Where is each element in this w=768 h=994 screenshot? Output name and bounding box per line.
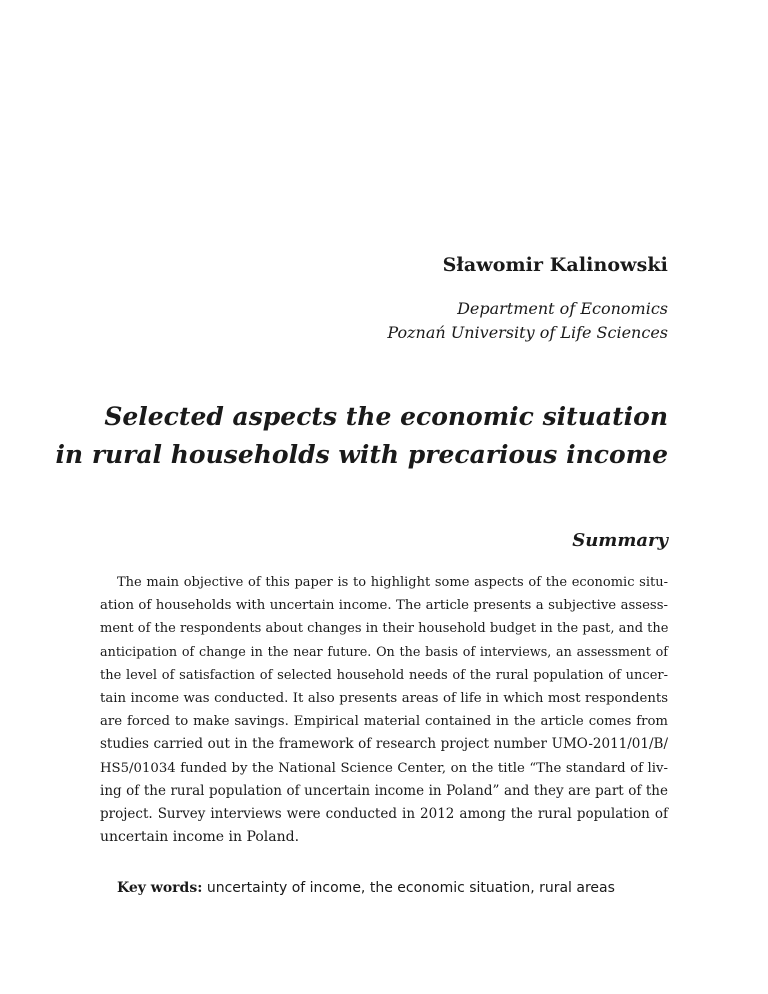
abstract-line: uncertain income in Poland. — [100, 829, 300, 846]
summary-heading: Summary — [572, 530, 668, 551]
abstract-body — [100, 571, 668, 849]
abstract-line: are forced to make savings. Empirical material contained in the article comes from — [100, 714, 668, 730]
abstract-line: ing of the rural population of uncertain income in Poland” and they are part of the — [100, 782, 668, 799]
abstract-line: ation of households with uncertain income. The article presents a subjective assess- — [100, 598, 668, 614]
paper-title — [55, 398, 668, 474]
abstract-line: ment of the respondents about changes in their household budget in the past, and the — [100, 621, 669, 637]
abstract-line: studies carried out in the framework of research project number UMO-2011/01/B/ — [100, 736, 668, 753]
paper-title-line-2: in rural households with precarious income — [55, 440, 668, 469]
author-affiliation — [387, 297, 668, 345]
abstract-line: The main objective of this paper is to highlight some aspects of the economic situ- — [117, 575, 668, 590]
keywords — [117, 880, 615, 896]
author-name: Sławomir Kalinowski — [442, 254, 668, 276]
affiliation-university: Poznań University of Life Sciences — [387, 323, 668, 342]
affiliation-department: Department of Economics — [457, 299, 668, 318]
keywords-label: Key words: — [117, 880, 203, 896]
abstract-line: HS5/01034 funded by the National Science Center, on the title “The standard of liv- — [100, 760, 668, 776]
abstract-line: project. Survey interviews were conducted in 2012 among the rural population of — [100, 805, 668, 822]
keywords-text: uncertainty of income, the economic situation, rural areas — [206, 880, 615, 896]
paper-title-line-1: Selected aspects the economic situation — [104, 402, 668, 431]
abstract-line: tain income was conducted. It also presents areas of life in which most respondents — [100, 690, 668, 706]
abstract-line: anticipation of change in the near future. On the basis of interviews, an assessment of — [100, 644, 668, 660]
abstract-line: the level of satisfaction of selected household needs of the rural population of uncer- — [100, 667, 668, 683]
